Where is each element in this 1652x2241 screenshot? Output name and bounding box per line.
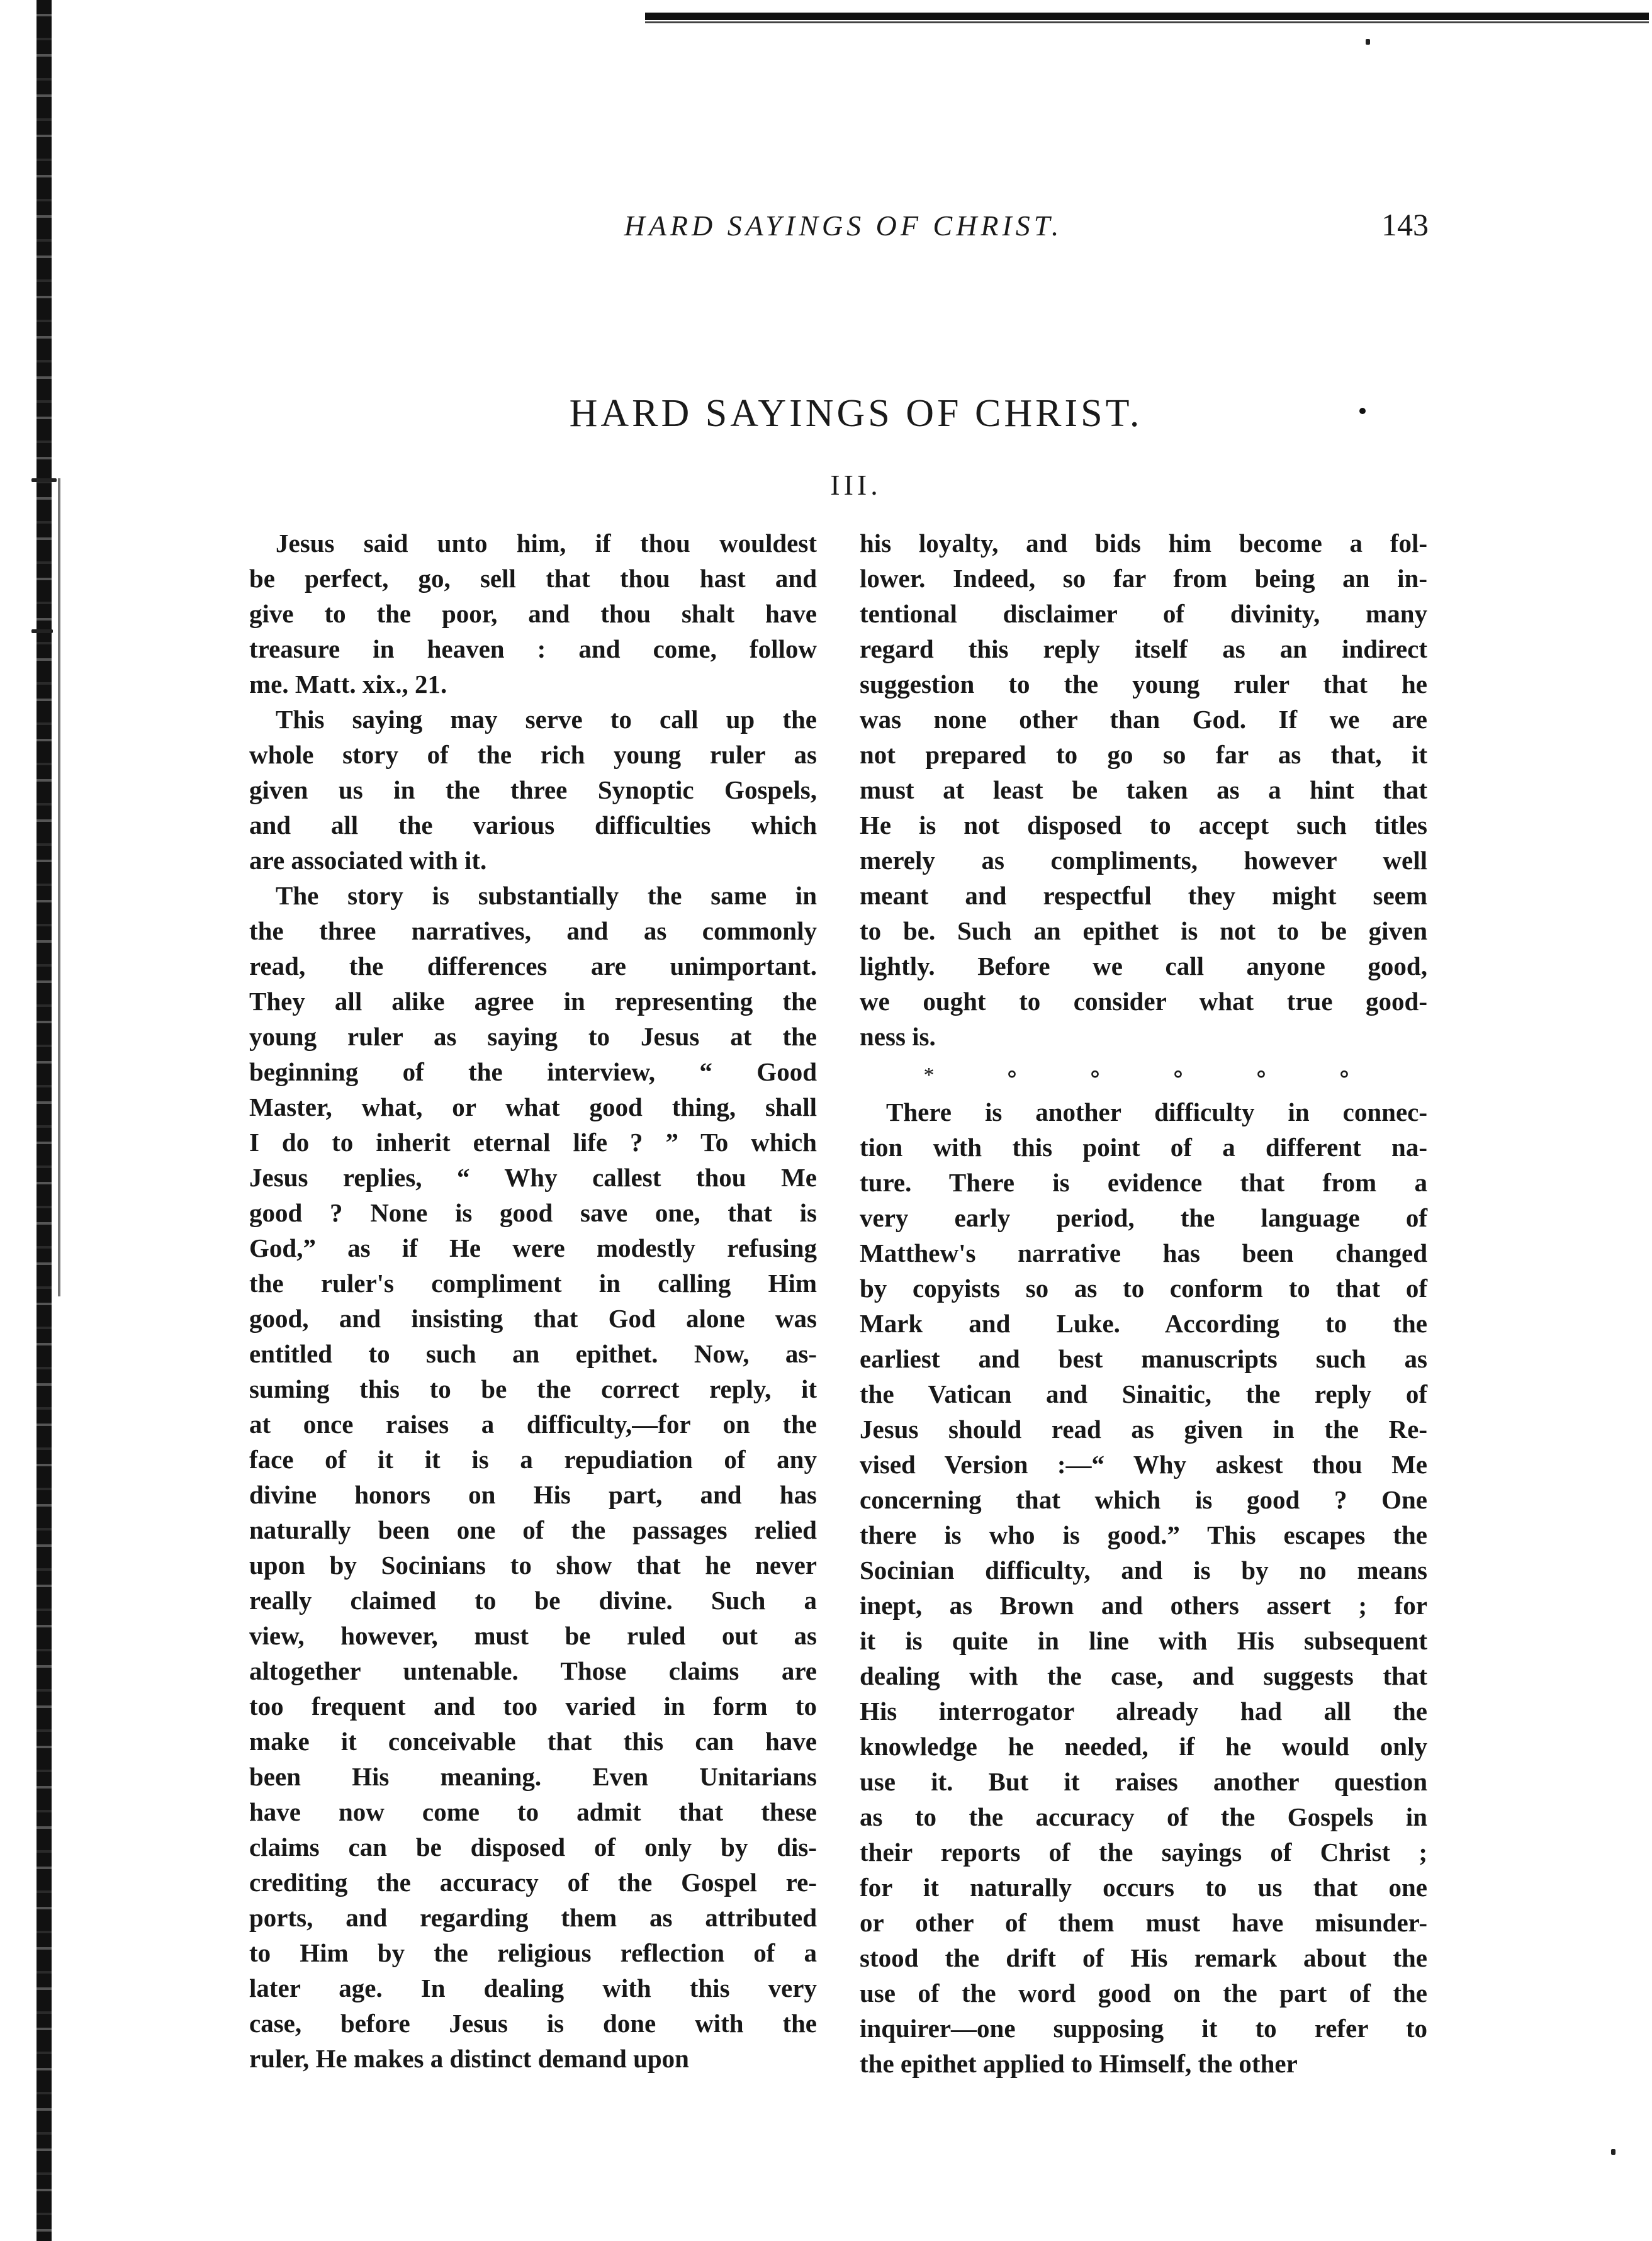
ornament-mark: ⚬ xyxy=(1003,1064,1021,1087)
text-line: good, and insisting that God alone was xyxy=(249,1304,817,1333)
text-line: He is not disposed to accept such titles xyxy=(860,811,1427,840)
text-line: knowledge he needed, if he would only xyxy=(860,1732,1427,1761)
text-line: been His meaning. Even Unitarians xyxy=(249,1762,817,1791)
text-line: upon by Socinians to show that he never xyxy=(249,1551,817,1580)
text-line: his loyalty, and bids him become a fol- xyxy=(860,529,1427,558)
text-line: Matthew's narrative has been changed xyxy=(860,1238,1427,1267)
text-line: altogether untenable. Those claims are xyxy=(249,1656,817,1685)
text-line: are associated with it. xyxy=(249,846,487,875)
text-line: God,” as if He were modestly refusing xyxy=(249,1233,817,1262)
text-line: naturally been one of the passages relied xyxy=(249,1515,817,1544)
text-line: There is another difficulty in connec- xyxy=(886,1098,1427,1126)
text-line: Master, what, or what good thing, shall xyxy=(249,1092,817,1121)
text-line: make it conceivable that this can have xyxy=(249,1727,817,1756)
paragraph xyxy=(860,525,1427,1054)
text-line: and all the various difficulties which xyxy=(249,811,817,840)
text-line: use of the word good on the part of the xyxy=(860,1979,1427,2008)
text-line: Socinian difficulty, and is by no means xyxy=(860,1556,1427,1585)
text-line: young ruler as saying to Jesus at the xyxy=(249,1022,817,1051)
text-line: we ought to consider what true good- xyxy=(860,987,1427,1016)
article-title: HARD SAYINGS OF CHRIST. xyxy=(569,392,1143,435)
text-line: me. Matt. xix., 21. xyxy=(249,670,447,699)
text-line: really claimed to be divine. Such a xyxy=(249,1586,817,1615)
text-line: Jesus replies, “ Why callest thou Me xyxy=(249,1163,817,1192)
text-line: good ? None is good save one, that is xyxy=(249,1198,817,1227)
paragraph xyxy=(860,1094,1427,2081)
text-line: view, however, must be ruled out as xyxy=(249,1621,817,1650)
text-line: their reports of the sayings of Christ ; xyxy=(860,1838,1427,1867)
text-line: Jesus should read as given in the Re- xyxy=(860,1415,1427,1444)
text-line: merely as compliments, however well xyxy=(860,846,1427,875)
scan-edge-left xyxy=(37,0,52,2241)
text-line: whole story of the rich young ruler as xyxy=(249,740,817,769)
text-line: concerning that which is good ? One xyxy=(860,1485,1427,1514)
text-line: inquirer—one supposing it to refer to xyxy=(860,2014,1427,2043)
scan-speck xyxy=(31,629,53,633)
text-line: as to the accuracy of the Gospels in xyxy=(860,1802,1427,1831)
text-line: crediting the accuracy of the Gospel re- xyxy=(249,1868,817,1897)
ornament-mark: ⚬ xyxy=(1252,1064,1271,1087)
paragraph xyxy=(249,525,817,702)
text-line: the Vatican and Sinaitic, the reply of xyxy=(860,1379,1427,1408)
text-line: it is quite in line with His subsequent xyxy=(860,1626,1427,1655)
text-line: treasure in heaven : and come, follow xyxy=(249,634,817,663)
text-line: use it. But it raises another question xyxy=(860,1767,1427,1796)
ornament-mark: ⚬ xyxy=(1335,1064,1354,1087)
text-line: for it naturally occurs to us that one xyxy=(860,1873,1427,1902)
text-line: tion with this point of a different na- xyxy=(860,1133,1427,1162)
text-line: give to the poor, and thou shalt have xyxy=(249,599,817,628)
left-column xyxy=(249,525,817,2076)
text-line: tentional disclaimer of divinity, many xyxy=(860,599,1427,628)
text-line: given us in the three Synoptic Gospels, xyxy=(249,775,817,804)
part-number: III. xyxy=(830,469,882,501)
text-line: beginning of the interview, “ Good xyxy=(249,1057,817,1086)
text-line: This saying may serve to call up the xyxy=(276,705,817,734)
section-break-ornaments xyxy=(916,1063,1357,1088)
title-dot-mark xyxy=(1359,408,1366,414)
text-line: divine honors on His part, and has xyxy=(249,1480,817,1509)
text-line: the three narratives, and as commonly xyxy=(249,916,817,945)
text-line: there is who is good.” This escapes the xyxy=(860,1520,1427,1549)
scan-speck xyxy=(1366,39,1370,45)
text-line: the ruler's compliment in calling Him xyxy=(249,1269,817,1298)
text-line: claims can be disposed of only by dis- xyxy=(249,1833,817,1862)
text-line: be perfect, go, sell that thou hast and xyxy=(249,564,817,593)
text-line: by copyists so as to conform to that of xyxy=(860,1274,1427,1303)
scan-edge-top xyxy=(645,13,1649,20)
text-line: earliest and best manuscripts such as xyxy=(860,1344,1427,1373)
text-line: vised Version :—“ Why askest thou Me xyxy=(860,1450,1427,1479)
text-line: I do to inherit eternal life ? ” To which xyxy=(249,1128,817,1157)
text-line: was none other than God. If we are xyxy=(860,705,1427,734)
text-line: ruler, He makes a distinct demand upon xyxy=(249,2044,689,2073)
right-column xyxy=(860,525,1427,2081)
text-line: to Him by the religious reflection of a xyxy=(249,1938,817,1967)
text-line: The story is substantially the same in xyxy=(276,881,817,910)
text-line: not prepared to go so far as that, it xyxy=(860,740,1427,769)
paragraph xyxy=(249,878,817,2076)
text-line: His interrogator already had all the xyxy=(860,1697,1427,1726)
scan-speck xyxy=(1611,2149,1615,2155)
text-line: read, the differences are unimportant. xyxy=(249,952,817,980)
text-line: later age. In dealing with this very xyxy=(249,1974,817,2002)
paragraph xyxy=(249,702,817,878)
scan-speck xyxy=(31,478,57,482)
text-line: have now come to admit that these xyxy=(249,1797,817,1826)
page-number: 143 xyxy=(1381,207,1429,242)
text-line: suggestion to the young ruler that he xyxy=(860,670,1427,699)
ornament-mark: ⚬ xyxy=(1086,1064,1104,1087)
text-line: ture. There is evidence that from a xyxy=(860,1168,1427,1197)
text-line: or other of them must have misunder- xyxy=(860,1908,1427,1937)
text-line: to be. Such an epithet is not to be given xyxy=(860,916,1427,945)
text-line: Jesus said unto him, if thou wouldest xyxy=(276,529,817,558)
text-line: meant and respectful they might seem xyxy=(860,881,1427,910)
text-line: ports, and regarding them as attributed xyxy=(249,1903,817,1932)
text-line: stood the drift of His remark about the xyxy=(860,1943,1427,1972)
text-line: lightly. Before we call anyone good, xyxy=(860,952,1427,980)
text-line: very early period, the language of xyxy=(860,1203,1427,1232)
text-line: They all alike agree in representing the xyxy=(249,987,817,1016)
scan-edge-left-thin xyxy=(58,478,60,1296)
text-line: ness is. xyxy=(860,1022,936,1051)
ornament-mark: ⚬ xyxy=(1169,1064,1188,1087)
text-line: entitled to such an epithet. Now, as- xyxy=(249,1339,817,1368)
text-line: face of it it is a repudiation of any xyxy=(249,1445,817,1474)
text-line: regard this reply itself as an indirect xyxy=(860,634,1427,663)
text-line: case, before Jesus is done with the xyxy=(249,2009,817,2038)
text-line: too frequent and too varied in form to xyxy=(249,1692,817,1721)
scan-edge-top-thin xyxy=(645,21,1649,23)
text-line: lower. Indeed, so far from being an in- xyxy=(860,564,1427,593)
text-line: at once raises a difficulty,—for on the xyxy=(249,1410,817,1439)
ornament-mark: * xyxy=(923,1064,935,1087)
text-line: the epithet applied to Himself, the other xyxy=(860,2049,1298,2078)
running-head: HARD SAYINGS OF CHRIST. xyxy=(624,210,1063,242)
text-line: suming this to be the correct reply, it xyxy=(249,1374,817,1403)
text-line: inept, as Brown and others assert ; for xyxy=(860,1591,1427,1620)
text-line: Mark and Luke. According to the xyxy=(860,1309,1427,1338)
text-line: dealing with the case, and suggests that xyxy=(860,1661,1427,1690)
text-line: must at least be taken as a hint that xyxy=(860,775,1427,804)
